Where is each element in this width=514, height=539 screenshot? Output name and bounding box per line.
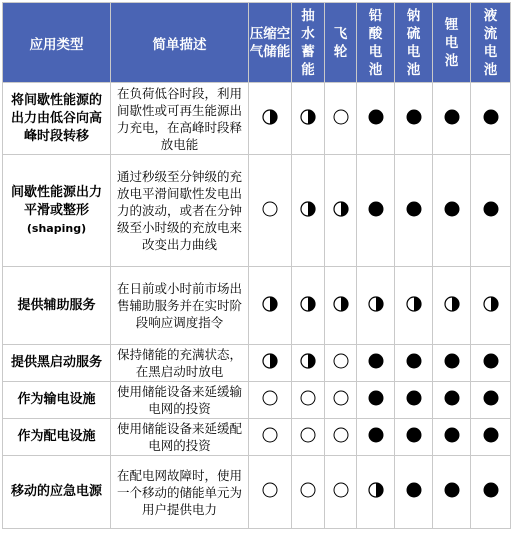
filled-circle-icon [444,482,460,498]
empty-circle-icon [333,353,349,369]
suitability-cell [395,345,433,382]
table-row [3,83,511,155]
empty-circle-icon [300,427,316,443]
suitability-cell [357,456,395,529]
filled-circle-icon [483,201,499,217]
header-tech-label: 钠硫电池 [406,7,421,78]
suitability-cell [471,155,511,267]
suitability-cell [292,83,325,155]
filled-circle-icon [368,353,384,369]
table-row [3,155,511,267]
suitability-cell [325,382,357,419]
header-tech-lithium [433,3,471,83]
empty-circle-icon [262,390,278,406]
filled-circle-icon [406,427,422,443]
filled-circle-icon [368,109,384,125]
header-tech-label: 铅酸电池 [368,7,383,78]
filled-circle-icon [406,482,422,498]
empty-circle-icon [300,482,316,498]
header-tech-label: 锂电池 [444,16,459,69]
suitability-cell [249,419,292,456]
suitability-cell [395,83,433,155]
application-type-cell [3,267,111,345]
suitability-cell [433,456,471,529]
header-tech-flow [471,3,511,83]
suitability-cell [249,155,292,267]
suitability-cell [249,456,292,529]
suitability-cell [471,267,511,345]
half-filled-circle-icon [368,296,384,312]
suitability-cell [357,382,395,419]
filled-circle-icon [483,482,499,498]
empty-circle-icon [333,390,349,406]
filled-circle-icon [483,427,499,443]
description-cell: 在配电网故障时，使用一个移动的储能单元为用户提供电力 [111,456,249,529]
application-type-text: 提供黑启动服务 [10,355,102,370]
header-tech-compressed-air [249,3,292,83]
filled-circle-icon [368,427,384,443]
application-type-text: 间歇性能源出力平滑或整形 [10,184,102,218]
suitability-cell [325,345,357,382]
header-description: 简单描述 [111,3,249,83]
header-tech-flywheel [325,3,357,83]
suitability-cell [357,419,395,456]
description-cell: 使用储能设备来延缓输电网的投资 [111,382,249,419]
filled-circle-icon [444,201,460,217]
suitability-cell [325,456,357,529]
suitability-cell [357,267,395,345]
suitability-cell [292,345,325,382]
suitability-cell [395,382,433,419]
table-row [3,419,511,456]
suitability-cell [357,345,395,382]
half-filled-circle-icon [483,296,499,312]
application-type-text: 移动的应急电源 [10,484,102,499]
half-filled-circle-icon [333,296,349,312]
description-cell: 保持储能的充满状态，在黑启动时放电 [111,345,249,382]
half-filled-circle-icon [333,201,349,217]
application-type-cell [3,382,111,419]
suitability-cell [325,155,357,267]
header-application-type: 应用类型 [3,3,111,83]
filled-circle-icon [444,427,460,443]
suitability-cell [433,83,471,155]
table-row [3,345,511,382]
half-filled-circle-icon [300,296,316,312]
header-tech-pumped-hydro [292,3,325,83]
filled-circle-icon [406,109,422,125]
application-type-text: 提供辅助服务 [17,297,96,313]
filled-circle-icon [483,109,499,125]
half-filled-circle-icon [262,296,278,312]
description-cell: 在负荷低谷时段，利用间歇性或可再生能源出力充电，在高峰时段释放电能 [111,83,249,155]
suitability-cell [249,267,292,345]
suitability-cell [292,456,325,529]
suitability-cell [395,456,433,529]
empty-circle-icon [262,427,278,443]
filled-circle-icon [368,390,384,406]
suitability-cell [433,382,471,419]
suitability-cell [249,382,292,419]
empty-circle-icon [333,482,349,498]
half-filled-circle-icon [406,296,422,312]
application-type-text: 作为输电设施 [17,392,96,407]
suitability-cell [433,155,471,267]
half-filled-circle-icon [300,109,316,125]
half-filled-circle-icon [262,353,278,369]
header-tech-label: 抽水蓄能 [301,7,315,78]
suitability-cell [292,155,325,267]
suitability-cell [249,83,292,155]
header-tech-sodium-sulfur [395,3,433,83]
suitability-cell [471,83,511,155]
application-type-cell [3,419,111,456]
table-row [3,267,511,345]
filled-circle-icon [406,390,422,406]
suitability-cell [395,155,433,267]
application-type-cell [3,83,111,155]
empty-circle-icon [300,390,316,406]
half-filled-circle-icon [300,353,316,369]
application-type-cell [3,345,111,382]
suitability-cell [357,83,395,155]
application-type-cell [3,456,111,529]
storage-application-table [2,2,511,529]
description-cell: 使用储能设备来延缓配电网的投资 [111,419,249,456]
filled-circle-icon [368,201,384,217]
suitability-cell [395,267,433,345]
suitability-cell [292,267,325,345]
description-cell: 在日前或小时前市场出售辅助服务并在实时阶段响应调度指令 [111,267,249,345]
suitability-cell [357,155,395,267]
suitability-cell [325,83,357,155]
suitability-cell [325,267,357,345]
suitability-cell [471,382,511,419]
filled-circle-icon [483,353,499,369]
header-tech-lead-acid [357,3,395,83]
half-filled-circle-icon [368,482,384,498]
half-filled-circle-icon [262,109,278,125]
suitability-cell [433,345,471,382]
filled-circle-icon [444,109,460,125]
application-type-text: 作为配电设施 [17,429,96,444]
description-cell: 通过秒级至分钟级的充放电平滑间歇性发电出力的波动，或者在分钟级至小时级的充放电来改变出力曲线 [111,155,249,267]
suitability-cell [395,419,433,456]
header-tech-label: 压缩空气储能 [249,25,291,60]
filled-circle-icon [406,353,422,369]
empty-circle-icon [333,109,349,125]
suitability-cell [471,345,511,382]
suitability-cell [249,345,292,382]
application-type-cell [3,155,111,267]
suitability-cell [292,419,325,456]
application-type-subtext: (shaping) [26,221,87,235]
empty-circle-icon [262,201,278,217]
table-row [3,382,511,419]
suitability-cell [433,419,471,456]
table-row [3,456,511,529]
suitability-cell [471,419,511,456]
filled-circle-icon [406,201,422,217]
application-type-text: 将间歇性能源的出力由低谷向高峰时段转移 [10,92,102,144]
empty-circle-icon [262,482,278,498]
filled-circle-icon [444,390,460,406]
filled-circle-icon [444,353,460,369]
filled-circle-icon [483,390,499,406]
suitability-cell [471,456,511,529]
half-filled-circle-icon [444,296,460,312]
empty-circle-icon [333,427,349,443]
half-filled-circle-icon [300,201,316,217]
header-tech-label: 液流电池 [483,7,498,78]
suitability-cell [292,382,325,419]
suitability-cell [433,267,471,345]
header-tech-label: 飞轮 [333,25,348,60]
suitability-cell [325,419,357,456]
header-row [3,3,511,83]
